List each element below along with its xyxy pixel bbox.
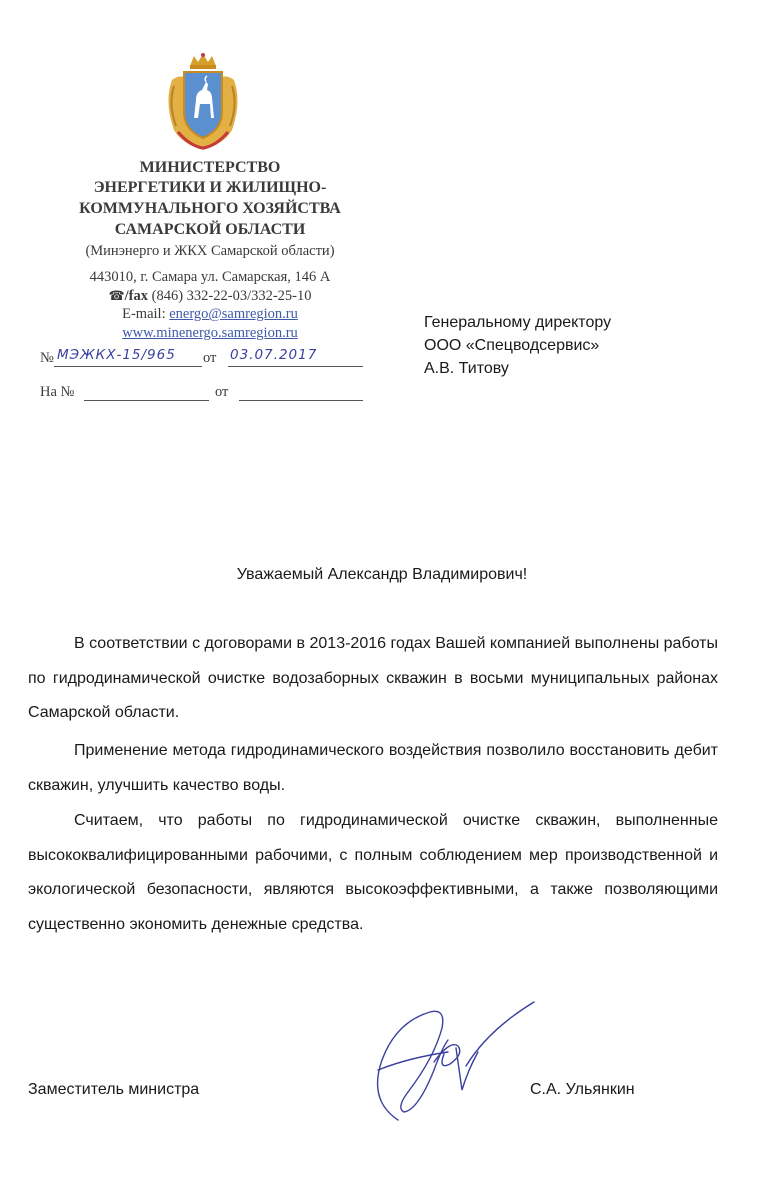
addressee-block	[424, 311, 611, 380]
phone-icon: ☎	[108, 288, 125, 303]
coat-of-arms-icon	[160, 52, 246, 152]
body-paragraph: Считаем, что работы по гидродинамической очистке скважин, выполненные высококвалифицированными рабочими, с полным соблюдением мер производственной и экологической безопасности, являются высокоэффективными, а также позволяющими существенно экономить денежные средства.	[28, 812, 718, 933]
ministry-name-line4: САМАРСКОЙ ОБЛАСТИ	[114, 221, 306, 238]
ministry-phone	[40, 287, 380, 305]
email-label: E-mail:	[122, 306, 166, 322]
handwritten-outgoing-date: 03.07.2017	[230, 347, 318, 363]
reference-date-underline	[239, 400, 363, 401]
ministry-email-row	[40, 305, 380, 323]
salutation: Уважаемый Александр Владимирович!	[236, 566, 528, 583]
addressee-name: А.В. Титову	[424, 360, 509, 377]
ministry-name-line2: ЭНЕРГЕТИКИ И ЖИЛИЩНО-	[93, 179, 327, 196]
date-from-label: от	[203, 350, 217, 366]
signatory-title: Заместитель министра	[28, 1081, 200, 1098]
body-paragraph: Применение метода гидродинамического воздействия позволило восстановить дебит скважин, улучшить качество воды.	[28, 742, 718, 794]
ministry-short-name: (Минэнерго и ЖКХ Самарской области)	[85, 243, 335, 259]
handwritten-signature-icon	[338, 1000, 548, 1130]
reference-number-underline	[84, 400, 209, 401]
phone-number: (846) 332-22-03/332-25-10	[151, 288, 312, 304]
body-paragraph: В соответствии с договорами в 2013-2016 годах Вашей компанией выполнены работы по гидродинамической очистке водозаборных скважин в восьми муниципальных районах Самарской области.	[28, 635, 718, 721]
ministry-address: 443010, г. Самара ул. Самарская, 146 А	[89, 269, 331, 285]
ministry-website-row	[40, 324, 380, 342]
incoming-reference-row	[40, 384, 370, 408]
reference-from-label: от	[215, 384, 229, 400]
outgoing-number-row	[40, 347, 370, 374]
fax-label: /fax	[124, 288, 149, 304]
signatory-name: С.А. Ульянкин	[530, 1081, 635, 1098]
addressee-company: ООО «Спецводсервис»	[424, 337, 600, 354]
email-link[interactable]: energo@samregion.ru	[169, 306, 298, 322]
reference-label: На №	[40, 384, 75, 400]
number-label: №	[40, 350, 54, 366]
addressee-position: Генеральному директору	[424, 314, 612, 331]
website-link[interactable]: www.minenergo.samregion.ru	[122, 325, 298, 341]
number-underline	[54, 366, 202, 367]
ministry-name-line1: МИНИСТЕРСТВО	[139, 159, 281, 176]
date-underline	[228, 366, 363, 367]
handwritten-outgoing-number: МЭЖКХ-15/965	[57, 347, 176, 363]
ministry-name-line3: КОММУНАЛЬНОГО ХОЗЯЙСТВА	[79, 200, 341, 217]
